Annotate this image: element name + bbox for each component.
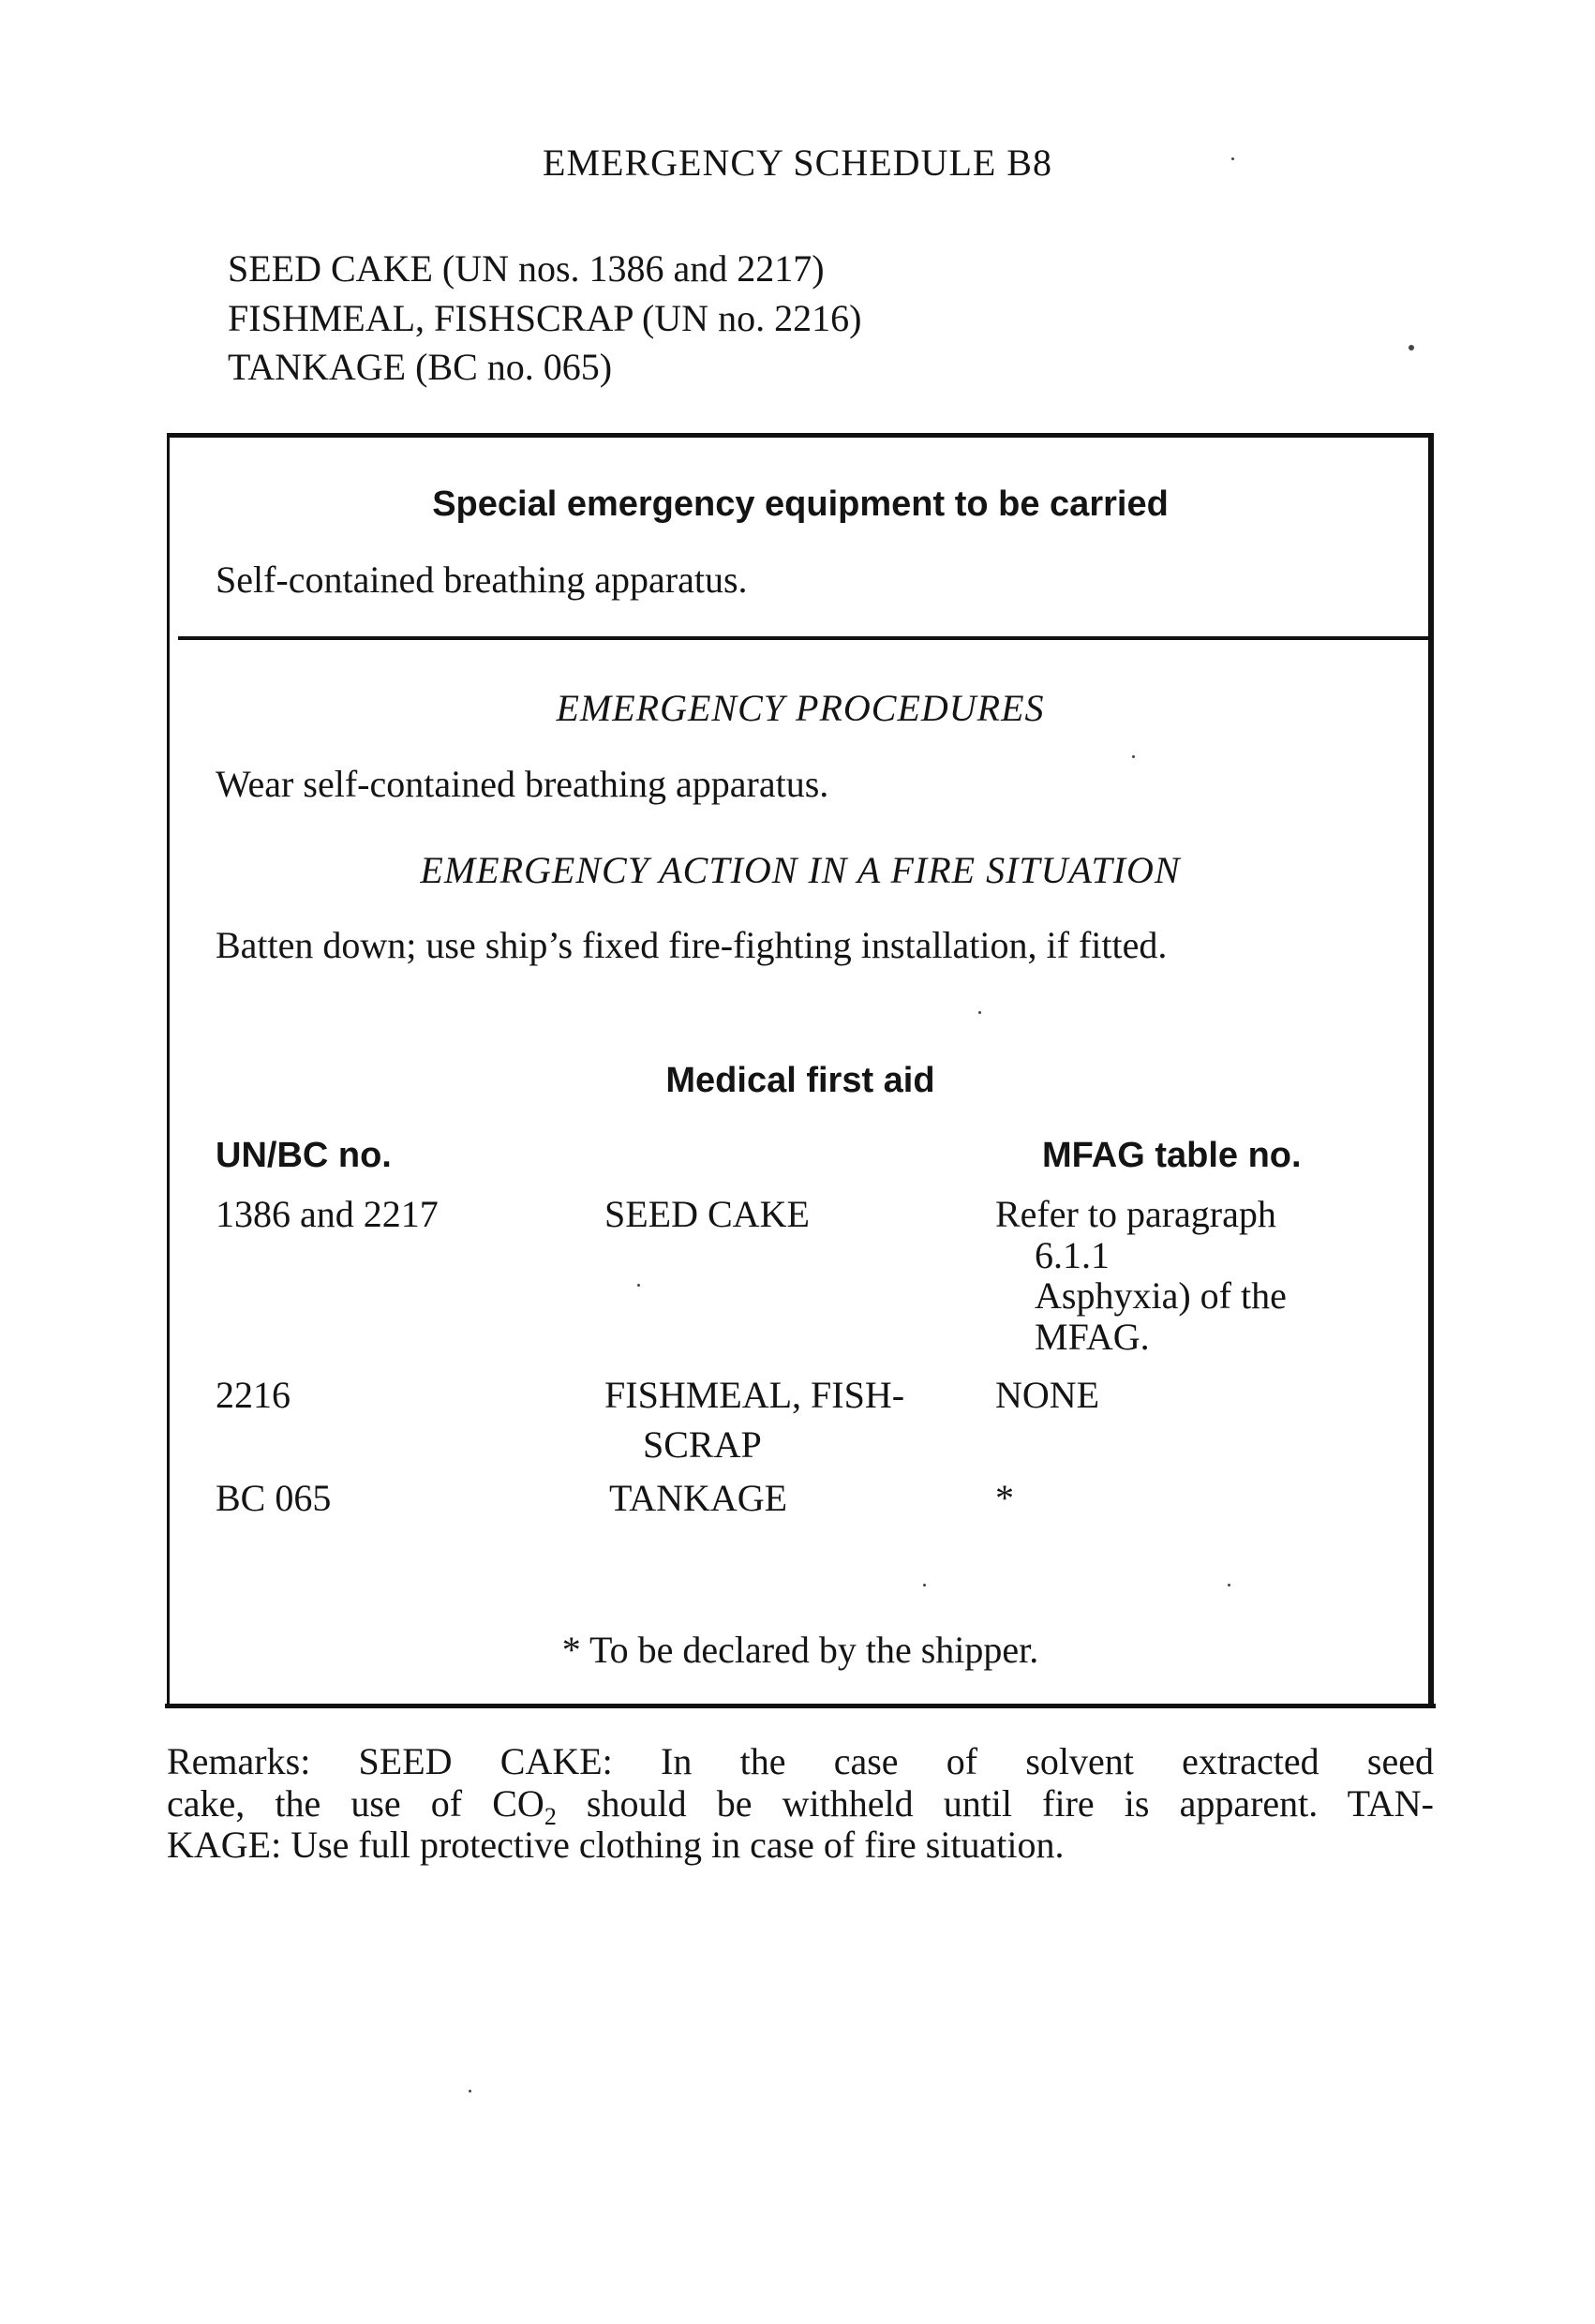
footnote: * To be declared by the shipper. <box>561 1629 1039 1671</box>
column-header-mfag: MFAG table no. <box>1042 1136 1302 1175</box>
medical-heading: Medical first aid <box>665 1061 935 1100</box>
remarks-line-2-end: should be withheld until fire is apparent. TAN- <box>556 1782 1434 1825</box>
row-1-name: SEED CAKE <box>604 1193 810 1235</box>
fire-action-heading: EMERGENCY ACTION IN A FIRE SITUATION <box>420 849 1181 891</box>
remarks-line-3: KAGE: Use full protective clothing in case of fire situation. <box>167 1824 1065 1866</box>
procedures-text: Wear self-contained breathing apparatus. <box>216 763 829 805</box>
equipment-heading: Special emergency equipment to be carried <box>432 484 1169 524</box>
scan-speck <box>1132 755 1135 758</box>
row-2-number: 2216 <box>216 1374 291 1416</box>
scan-speck <box>1409 345 1414 350</box>
co2-subscript: 2 <box>544 1803 557 1830</box>
row-1-mfag-line-2: 6.1.1 <box>1035 1234 1110 1276</box>
box-divider <box>178 636 1430 640</box>
row-1-mfag-line-3: Asphyxia) of the <box>1035 1274 1287 1317</box>
row-1-mfag-line-4: MFAG. <box>1035 1316 1150 1358</box>
cargo-line-tankage: TANKAGE (BC no. 065) <box>228 346 613 388</box>
column-header-un-bc: UN/BC no. <box>216 1136 392 1175</box>
row-3-mfag: * <box>995 1477 1014 1519</box>
schedule-title: EMERGENCY SCHEDULE B8 <box>543 142 1052 184</box>
scan-speck <box>469 2090 471 2093</box>
fire-action-text: Batten down; use ship’s fixed fire-fighting installation, if fitted. <box>216 924 1168 966</box>
scan-speck <box>1228 1584 1230 1587</box>
scan-speck <box>637 1284 640 1287</box>
cargo-line-fishmeal: FISHMEAL, FISHSCRAP (UN no. 2216) <box>228 297 862 339</box>
row-1-number: 1386 and 2217 <box>216 1193 439 1235</box>
remarks-line-1: Remarks: SEED CAKE: In the case of solvent extracted seed <box>167 1740 1434 1782</box>
scan-speck <box>923 1584 926 1587</box>
box-bottom-rule <box>165 1704 1436 1708</box>
procedures-heading: EMERGENCY PROCEDURES <box>556 687 1045 729</box>
row-2-mfag: NONE <box>995 1374 1100 1416</box>
row-2-name-line-1: FISHMEAL, FISH- <box>604 1374 905 1416</box>
equipment-text: Self-contained breathing apparatus. <box>216 559 748 601</box>
remarks-line-2-start: cake, the use of CO <box>167 1782 544 1825</box>
row-3-name: TANKAGE <box>609 1477 788 1519</box>
row-2-name-line-2: SCRAP <box>643 1423 762 1466</box>
cargo-line-seed-cake: SEED CAKE (UN nos. 1386 and 2217) <box>228 247 825 290</box>
row-1-mfag-line-1: Refer to paragraph <box>995 1193 1276 1235</box>
scan-speck <box>1231 157 1234 160</box>
scan-speck <box>978 1011 981 1014</box>
row-3-number: BC 065 <box>216 1477 332 1519</box>
